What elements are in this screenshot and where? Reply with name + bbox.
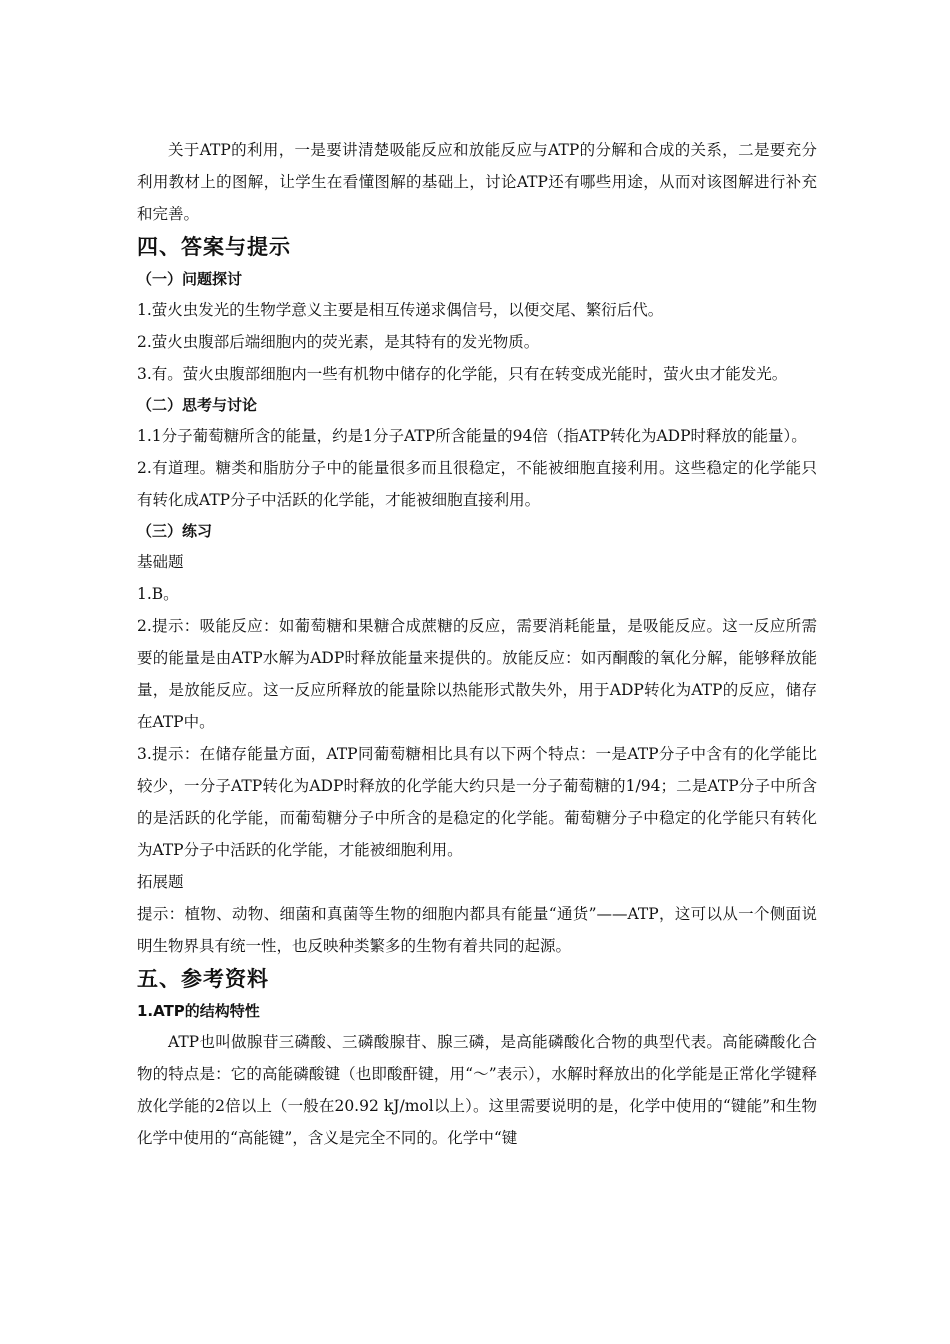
basic-item-1: 1.B。 [137, 585, 179, 603]
sub-1-title: 1.ATP的结构特性 [137, 1002, 260, 1020]
part-1-item-1: 1.萤火虫发光的生物学意义主要是相互传递求偶信号，以便交尾、繁衍后代。 [137, 301, 664, 319]
part-3-title: （三）练习 [137, 522, 213, 540]
part-2-title: （二）思考与讨论 [137, 396, 258, 414]
intro-paragraph: 关于ATP的利用，一是要讲清楚吸能反应和放能反应与ATP的分解和合成的关系，二是要充分利用教材上的图解，让学生在看懂图解的基础上，讨论ATP还有哪些用途，从而对该图解进行补充和完善。 [137, 141, 817, 223]
part-2-item-2: 2.有道理。糖类和脂肪分子中的能量很多而且很稳定，不能被细胞直接利用。这些稳定的化学能只有转化成ATP分子中活跃的化学能，才能被细胞直接利用。 [137, 459, 817, 509]
part-2-item-1: 1.1分子葡萄糖所含的能量，约是1分子ATP所含能量的94倍（指ATP转化为ADP时释放的能量）。 [137, 427, 807, 445]
extend-label: 拓展题 [137, 873, 184, 891]
part-1-title: （一）问题探讨 [137, 270, 243, 288]
extend-text: 提示：植物、动物、细菌和真菌等生物的细胞内都具有能量“通货”——ATP，这可以从一个侧面说明生物界具有统一性，也反映种类繁多的生物有着共同的起源。 [137, 905, 817, 955]
basic-label: 基础题 [137, 553, 184, 571]
basic-item-3: 3.提示：在储存能量方面，ATP同葡萄糖相比具有以下两个特点：一是ATP分子中含有的化学能比较少，一分子ATP转化为ADP时释放的化学能大约只是一分子葡萄糖的1/94；二是ATP分子中所含的是活跃的化学能，而葡萄糖分子中所含的是稳定的化学能。葡萄糖分子中稳定的化学能只有转化为ATP分子中活跃的化学能，才能被细胞利用。 [137, 745, 817, 859]
part-1-item-2: 2.萤火虫腹部后端细胞内的荧光素，是其特有的发光物质。 [137, 333, 540, 351]
document-page [137, 134, 817, 1154]
section-4-title: 四、答案与提示 [137, 235, 291, 259]
basic-item-2: 2.提示：吸能反应：如葡萄糖和果糖合成蔗糖的反应，需要消耗能量，是吸能反应。这一反应所需要的能量是由ATP水解为ADP时释放能量来提供的。放能反应：如丙酮酸的氧化分解，能够释放能量，是放能反应。这一反应所释放的能量除以热能形式散失外，用于ADP转化为ATP的反应，储存在ATP中。 [137, 617, 817, 731]
sub-1-paragraph: ATP也叫做腺苷三磷酸、三磷酸腺苷、腺三磷，是高能磷酸化合物的典型代表。高能磷酸化合物的特点是：它的高能磷酸键（也即酸酐键，用“～”表示），水解时释放出的化学能是正常化学键释放化学能的2倍以上（一般在20.92 kJ/mol以上）。这里需要说明的是，化学中使用的“键能”和生物化学中使用的“高能键”，含义是完全不同的。化学中“键 [137, 1033, 817, 1147]
section-5-title: 五、参考资料 [137, 967, 269, 991]
part-1-item-3: 3.有。萤火虫腹部细胞内一些有机物中储存的化学能，只有在转变成光能时，萤火虫才能发光。 [137, 365, 788, 383]
